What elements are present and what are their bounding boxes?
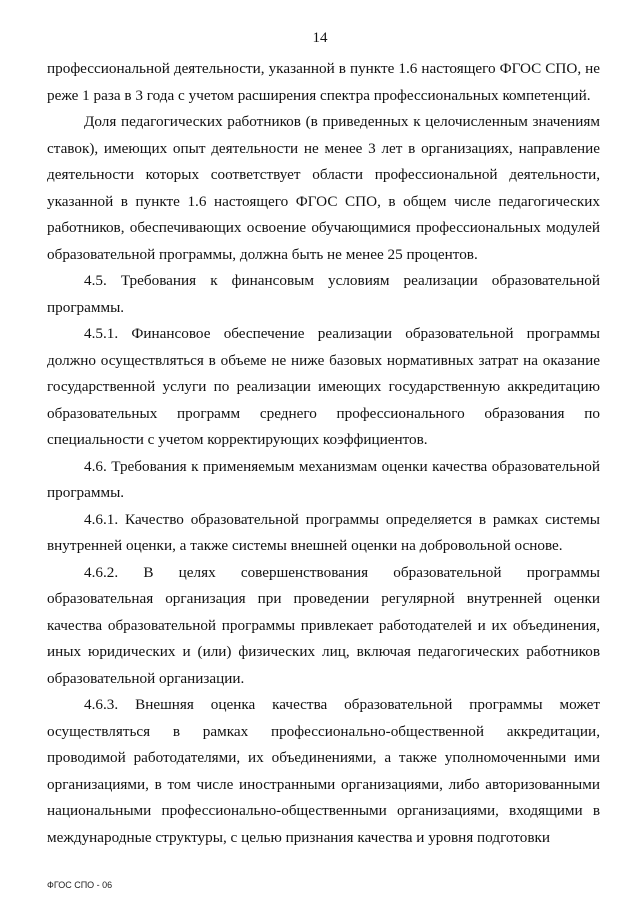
section-heading-4-5: 4.5. Требования к финансовым условиям реализации образовательной программы. (47, 272, 600, 316)
paragraph-4-6-1: 4.6.1. Качество образовательной программы определяется в рамках системы внутренней оценки, а также системы внешней оценки на добровольной основе. (47, 510, 600, 554)
page-number: 14 (312, 30, 328, 46)
paragraph-continuation: профессиональной деятельности, указанной в пункте 1.6 настоящего ФГОС СПО, не реже 1 раза в 3 года с учетом расширения спектра профессиональных компетенций. (47, 60, 600, 104)
paragraph-4-6-3: 4.6.3. Внешняя оценка качества образовательной программы может осуществляться в рамках профессионально-общественной аккредитации, проводимой работодателями, их объединениями, а также уполномоченными ими организациями, в том числе иностранными организациями, либо авторизованными национальными профессионально-общественными организациями, входящими в международные структуры, с целью признания качества и уровня подготовки (47, 696, 600, 846)
section-heading-4-6: 4.6. Требования к применяемым механизмам оценки качества образовательной программы. (47, 457, 600, 501)
document-footer: ФГОС СПО - 06 (47, 880, 113, 890)
document-body (47, 56, 600, 851)
paragraph-teacher-share: Доля педагогических работников (в приведенных к целочисленным значениям ставок), имеющих опыт деятельности не менее 3 лет в организациях, направление деятельности которых соответствует области профессиональной деятельности, указанной в пункте 1.6 настоящего ФГОС СПО, в общем числе педагогических работников, обеспечивающих освоение обучающимися профессиональных модулей образовательной программы, должна быть не менее 25 процентов. (47, 113, 600, 263)
paragraph-4-5-1: 4.5.1. Финансовое обеспечение реализации образовательной программы должно осуществляться в объеме не ниже базовых нормативных затрат на оказание государственной услуги по реализации имеющих государственную аккредитацию образовательных программ среднего профессионального образования по специальности с учетом корректирующих коэффициентов. (47, 325, 600, 448)
paragraph-4-6-2: 4.6.2. В целях совершенствования образовательной программы образовательная организация при проведении регулярной внутренней оценки качества образовательной программы привлекает работодателей и их объединения, иных юридических и (или) физических лиц, включая педагогических работников образовательной организации. (47, 563, 600, 687)
